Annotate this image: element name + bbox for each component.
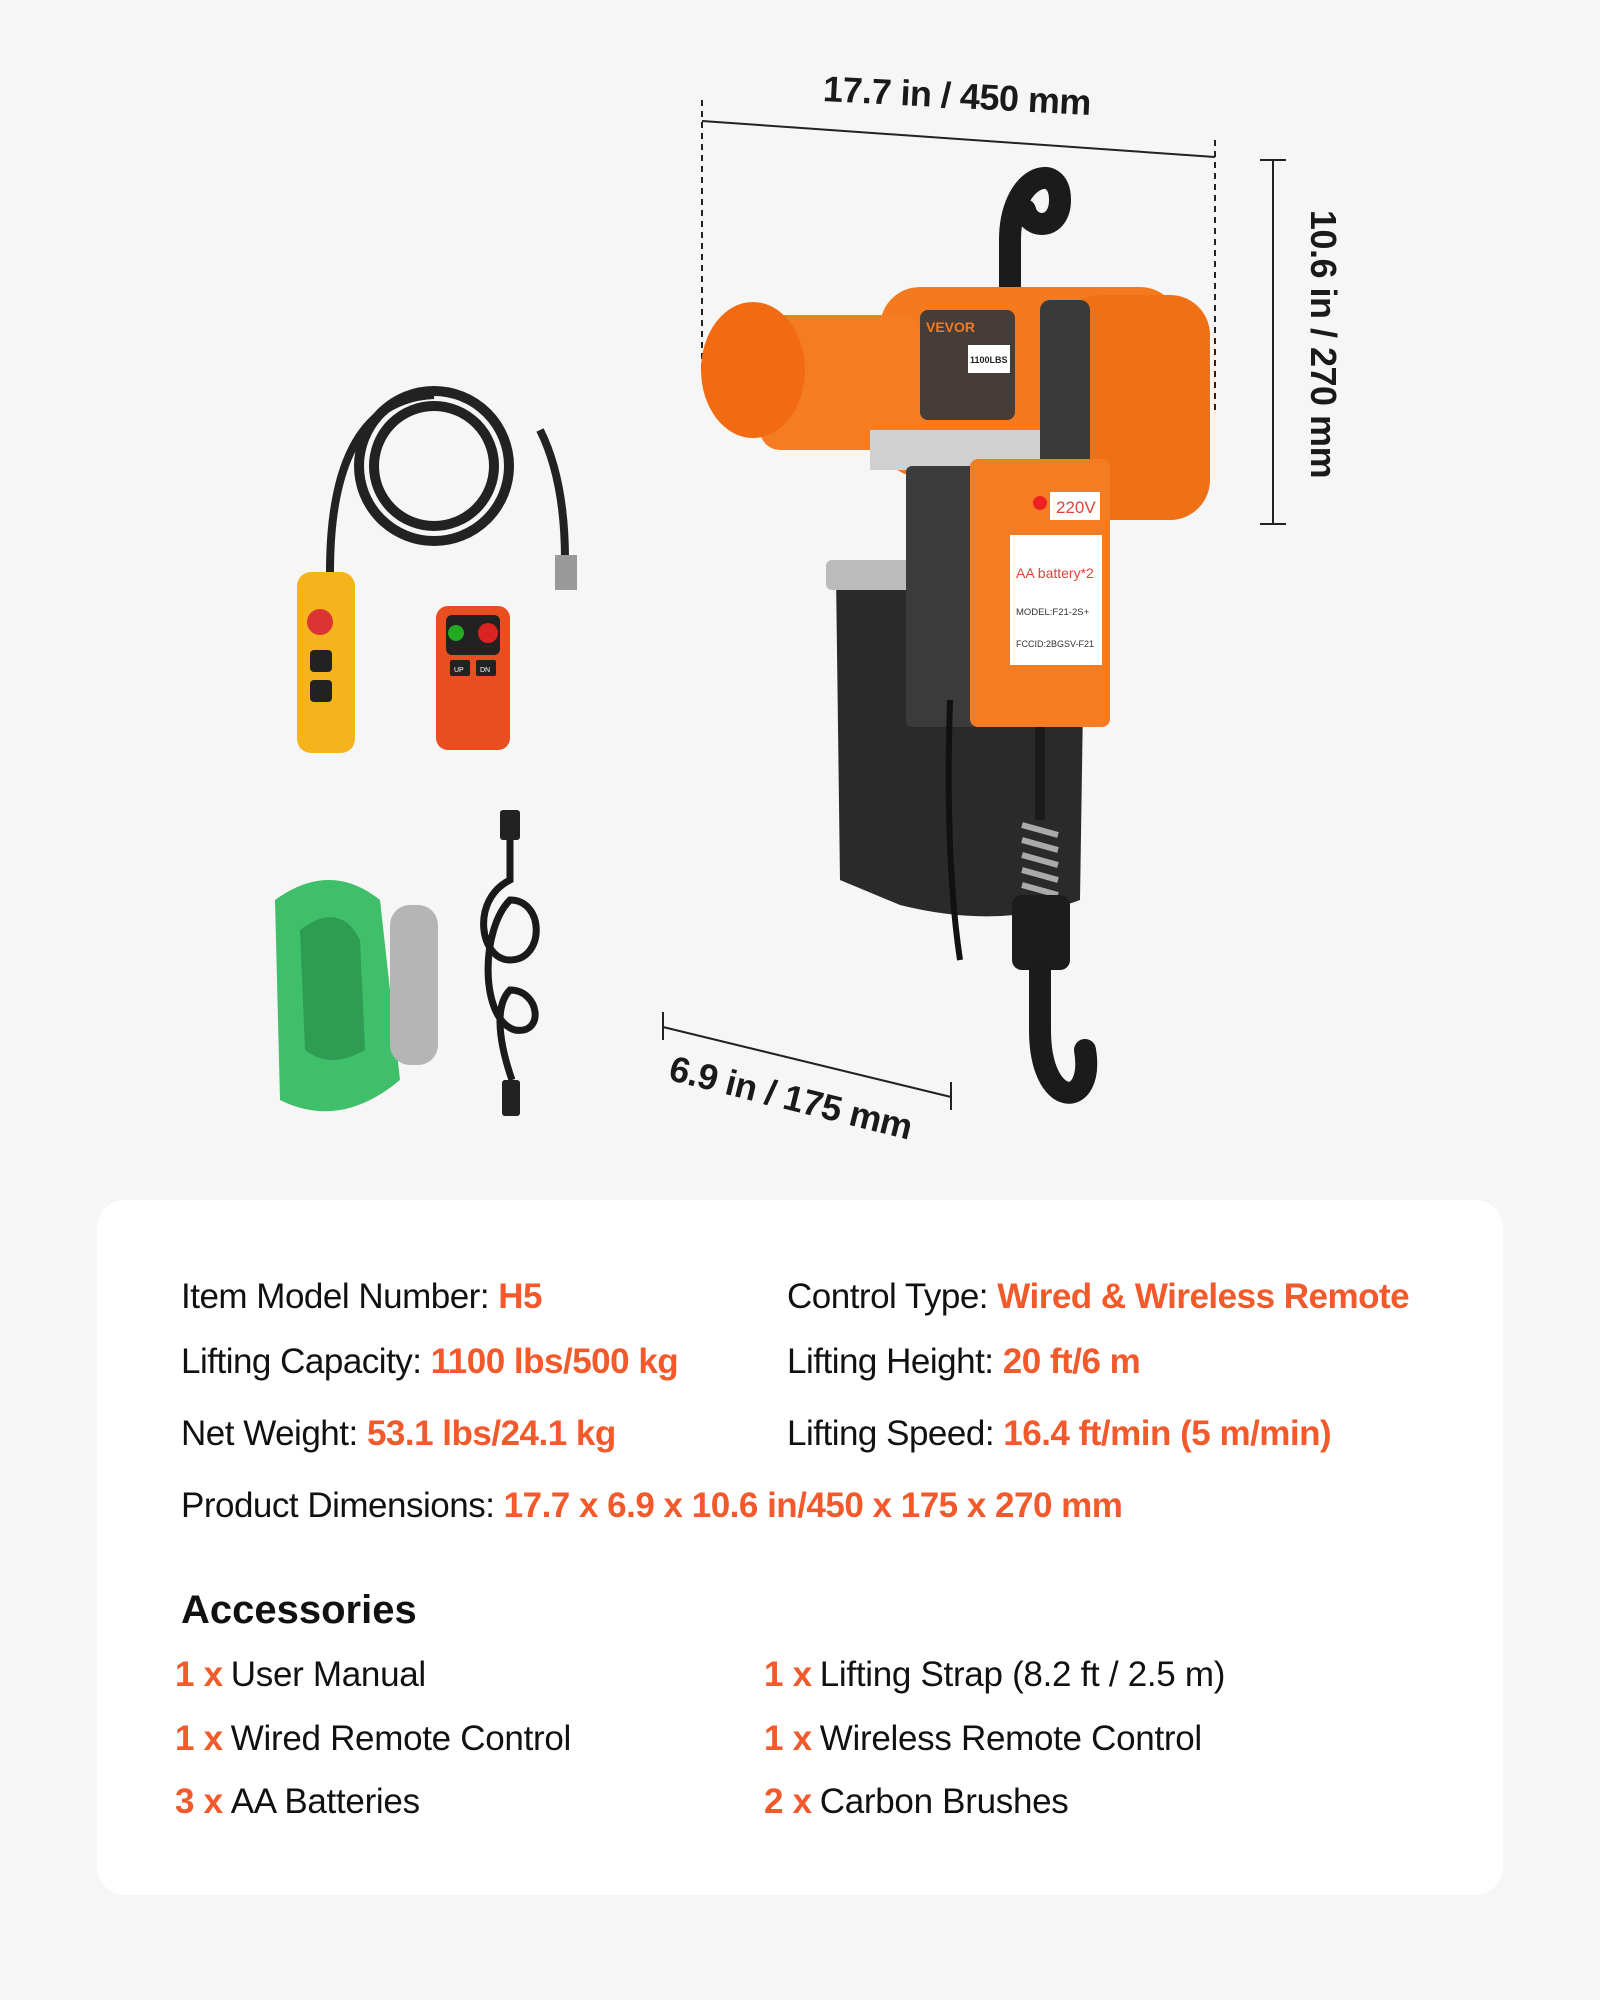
spec-net-weight [181, 1414, 616, 1454]
accessory-qty: 3 x [175, 1782, 223, 1821]
spec-model-number [181, 1277, 542, 1317]
accessory-name: Carbon Brushes [819, 1782, 1069, 1821]
battery-label: AA battery*2 [1016, 565, 1094, 581]
spec-value: 20 ft/6 m [1002, 1342, 1141, 1381]
accessory-item [175, 1719, 571, 1759]
spec-value: 1100 lbs/500 kg [430, 1342, 679, 1381]
spec-label: Control Type: [787, 1277, 998, 1316]
accessory-qty: 1 x [175, 1719, 223, 1758]
spec-label: Net Weight: [181, 1414, 367, 1453]
accessories-heading: Accessories [181, 1588, 417, 1632]
spec-label: Lifting Capacity: [181, 1342, 431, 1381]
spec-value: Wired & Wireless Remote [997, 1277, 1410, 1316]
depth-dimension [663, 1012, 951, 1147]
model-label: MODEL:F21-2S+ [1016, 607, 1090, 618]
height-label: 10.6 in / 270 mm [1303, 209, 1344, 479]
depth-label: 6.9 in / 175 mm [665, 1047, 917, 1148]
remote-up-label: UP [454, 667, 464, 674]
lifting-strap-image [275, 880, 438, 1111]
spec-label: Lifting Speed: [787, 1414, 1004, 1453]
spec-lifting-capacity [181, 1342, 678, 1382]
wireless-remote-image [436, 606, 510, 750]
accessory-qty: 1 x [764, 1655, 812, 1694]
fccid-label: FCCID:2BGSV-F21 [1016, 639, 1095, 649]
accessory-item [764, 1719, 1202, 1759]
accessory-qty: 1 x [764, 1719, 812, 1758]
height-dimension [1260, 160, 1344, 524]
accessory-name: User Manual [230, 1655, 426, 1694]
accessory-name: Lifting Strap (8.2 ft / 2.5 m) [819, 1655, 1226, 1694]
specifications-card [97, 1200, 1503, 1895]
electric-hoist-image [701, 178, 1210, 1093]
brand-label: VEVOR [926, 319, 976, 335]
spec-value: 53.1 lbs/24.1 kg [366, 1414, 616, 1453]
spec-lifting-height [787, 1342, 1140, 1382]
accessory-name: AA Batteries [230, 1782, 420, 1821]
spec-control-type [787, 1277, 1409, 1317]
spec-label: Lifting Height: [787, 1342, 1003, 1381]
spec-value: 17.7 x 6.9 x 10.6 in/450 x 175 x 270 mm [503, 1486, 1123, 1525]
spec-label: Item Model Number: [181, 1277, 499, 1316]
capacity-plate-label: 1100LBS [970, 355, 1008, 365]
spec-product-dimensions [181, 1486, 1122, 1526]
accessory-name: Wireless Remote Control [819, 1719, 1202, 1758]
accessory-name: Wired Remote Control [230, 1719, 571, 1758]
remote-down-label: DN [480, 667, 491, 674]
voltage-label: 220V [1056, 498, 1096, 517]
power-cord-image [484, 810, 537, 1116]
spec-value: H5 [498, 1277, 543, 1316]
spec-lifting-speed [787, 1414, 1331, 1454]
accessory-item [175, 1782, 420, 1822]
width-label: 17.7 in / 450 mm [822, 68, 1092, 123]
spec-value: 16.4 ft/min (5 m/min) [1003, 1414, 1332, 1453]
accessory-qty: 2 x [764, 1782, 812, 1821]
accessory-item [764, 1782, 1068, 1822]
spec-label: Product Dimensions: [181, 1486, 504, 1525]
accessory-item [175, 1655, 426, 1695]
accessory-item [764, 1655, 1225, 1695]
accessory-qty: 1 x [175, 1655, 223, 1694]
